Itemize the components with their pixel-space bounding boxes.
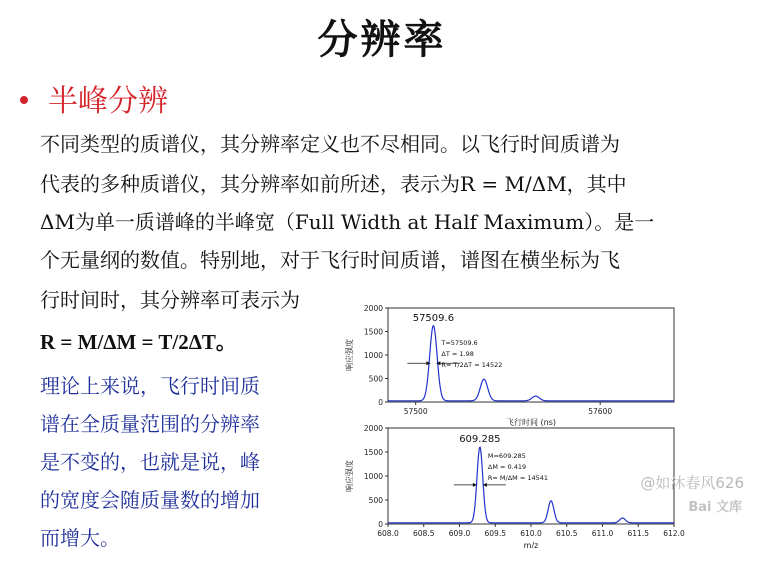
x-tick-label: 57500: [403, 407, 428, 416]
x-axis-label: 飞行时间 (ns): [505, 418, 557, 427]
y-tick-label: 0: [378, 398, 383, 407]
spectrum-line: [388, 326, 674, 401]
y-tick-label: 2000: [363, 304, 383, 313]
bullet-dot: [20, 96, 28, 104]
x-tick-label: 610.5: [556, 529, 578, 538]
y-tick-label: 500: [368, 374, 383, 384]
y-tick-label: 2000: [363, 424, 383, 433]
y-axis-label: 响应强度: [345, 339, 354, 371]
x-tick-label: 57600: [588, 407, 613, 416]
note-line-5: 而增大。: [40, 526, 120, 550]
y-tick-label: 1000: [363, 472, 383, 481]
x-tick-label: 610.0: [520, 529, 542, 538]
peak-annotation: R= T/2ΔT = 14522: [441, 360, 503, 369]
x-axis-label: m/z: [523, 541, 539, 550]
peak-label: 609.285: [459, 434, 501, 446]
peak-annotation: R= M/ΔM = 14541: [487, 474, 549, 483]
x-tick-label: 609.5: [484, 529, 506, 538]
note-line-4: 的宽度会随质量数的增加: [40, 488, 260, 512]
y-tick-label: 0: [378, 520, 383, 529]
x-tick-label: 608.5: [413, 529, 435, 538]
y-tick-label: 500: [368, 496, 383, 505]
y-tick-label: 1000: [363, 351, 383, 360]
resolution-formula: R = M/ΔM = T/2ΔT。: [40, 330, 237, 354]
y-tick-label: 1500: [363, 448, 383, 457]
baidu-wenku-logo: Bai 文库: [688, 500, 742, 515]
x-tick-label: 612.0: [663, 529, 685, 538]
x-tick-label: 611.0: [591, 529, 614, 538]
peak-annotation: ΔT = 1.98: [441, 349, 474, 358]
peak-annotation: M=609.285: [487, 452, 526, 461]
y-axis-label: 响应强度: [345, 460, 354, 492]
peak-label: 57509.6: [412, 312, 455, 324]
spectrum-line: [388, 447, 674, 523]
paragraph-line-4: 个无量纲的数值。特别地，对于飞行时间质谱，谱图在横坐标为飞: [40, 248, 620, 272]
watermark: @如沐春风626: [640, 474, 744, 492]
paragraph-line-1: 不同类型的质谱仪，其分辨率定义也不尽相同。以飞行时间质谱为: [40, 132, 620, 156]
note-line-1: 理论上来说，飞行时间质: [40, 374, 260, 398]
note-line-3: 是不变的，也就是说，峰: [40, 450, 260, 474]
mz-spectrum-chart: [340, 422, 685, 574]
tof-spectrum-chart: [340, 296, 680, 431]
page-title: 分辨率: [317, 17, 447, 63]
peak-annotation: ΔM = 0.419: [487, 463, 527, 472]
peak-annotation: T=57509.6: [441, 338, 478, 347]
paragraph-line-3: ΔM为单一质谱峰的半峰宽（Full Width at Half Maximum）。是一: [40, 210, 655, 234]
note-line-2: 谱在全质量范围的分辨率: [40, 412, 260, 436]
paragraph-line-5: 行时间时，其分辨率可表示为: [40, 288, 300, 312]
x-tick-label: 611.5: [627, 529, 649, 538]
section-heading: 半峰分辨: [48, 84, 168, 119]
x-tick-label: 608.0: [377, 529, 399, 538]
y-tick-label: 1500: [363, 327, 383, 337]
paragraph-line-2: 代表的多种质谱仪，其分辨率如前所述，表示为R = M/ΔM，其中: [40, 172, 627, 196]
x-tick-label: 609.0: [448, 529, 471, 538]
